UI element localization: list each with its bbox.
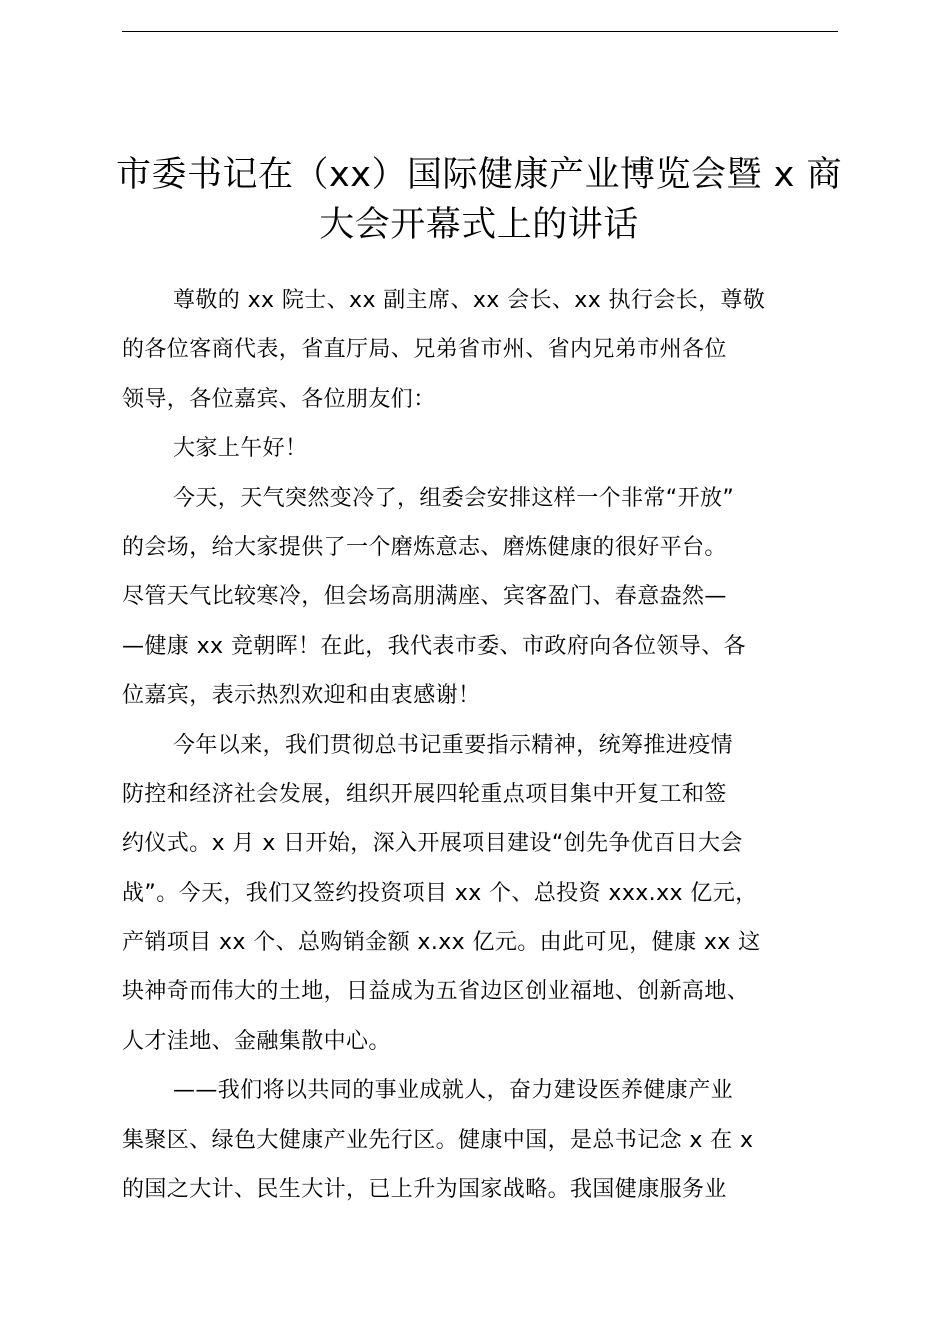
document-title	[114, 150, 844, 250]
body-line: 的各位客商代表，省直厅局、兄弟省市州、省内兄弟市州各位	[122, 337, 727, 363]
body-line: —健康 xx 竞朝晖！在此，我代表市委、市政府向各位领导、各	[122, 633, 747, 659]
body-line: 人才洼地、金融集散中心。	[122, 1028, 391, 1054]
body-line: 的国之大计、民生大计，已上升为国家战略。我国健康服务业	[122, 1177, 727, 1203]
body-line: 尊敬的 xx 院士、xx 副主席、xx 会长、xx 执行会长，尊敬	[173, 288, 766, 313]
body-line: 的会场，给大家提供了一个磨炼意志、磨炼健康的很好平台。	[122, 534, 727, 560]
body-line: ——我们将以共同的事业成就人，奋力建设医养健康产业	[173, 1078, 734, 1104]
body-line: 大家上午好！	[173, 436, 308, 462]
title-line-2: 大会开幕式上的讲话	[319, 205, 639, 245]
body-line: 约仪式。x 月 x 日开始，深入开展项目建设“创先争优百日大会	[122, 831, 743, 857]
body-line: 集聚区、绿色大健康产业先行区。健康中国，是总书记念 x 在 x	[122, 1127, 754, 1153]
body-line: 尽管天气比较寒冷，但会场高朋满座、宾客盈门、春意盎然—	[122, 584, 727, 610]
title-line-1: 市委书记在（xx）国际健康产业博览会暨 x 商	[116, 155, 842, 195]
body-line: 今年以来，我们贯彻总书记重要指示精神，统筹推进疫情	[173, 732, 734, 758]
document-body	[122, 276, 838, 1214]
body-line: 位嘉宾，表示热烈欢迎和由衷感谢！	[122, 683, 481, 709]
body-line: 战”。今天，我们又签约投资项目 xx 个、总投资 xxx.xx 亿元，	[122, 880, 758, 906]
header-rule	[122, 31, 838, 32]
body-line: 今天，天气突然变冷了，组委会安排这样一个非常“开放”	[173, 485, 735, 511]
body-line: 块神奇而伟大的土地，日益成为五省边区创业福地、创新高地、	[122, 979, 750, 1005]
body-line: 领导，各位嘉宾、各位朋友们：	[122, 386, 436, 412]
body-line: 产销项目 xx 个、总购销金额 x.xx 亿元。由此可见，健康 xx 这	[122, 930, 761, 956]
body-line: 防控和经济社会发展，组织开展四轮重点项目集中开复工和签	[122, 781, 727, 807]
